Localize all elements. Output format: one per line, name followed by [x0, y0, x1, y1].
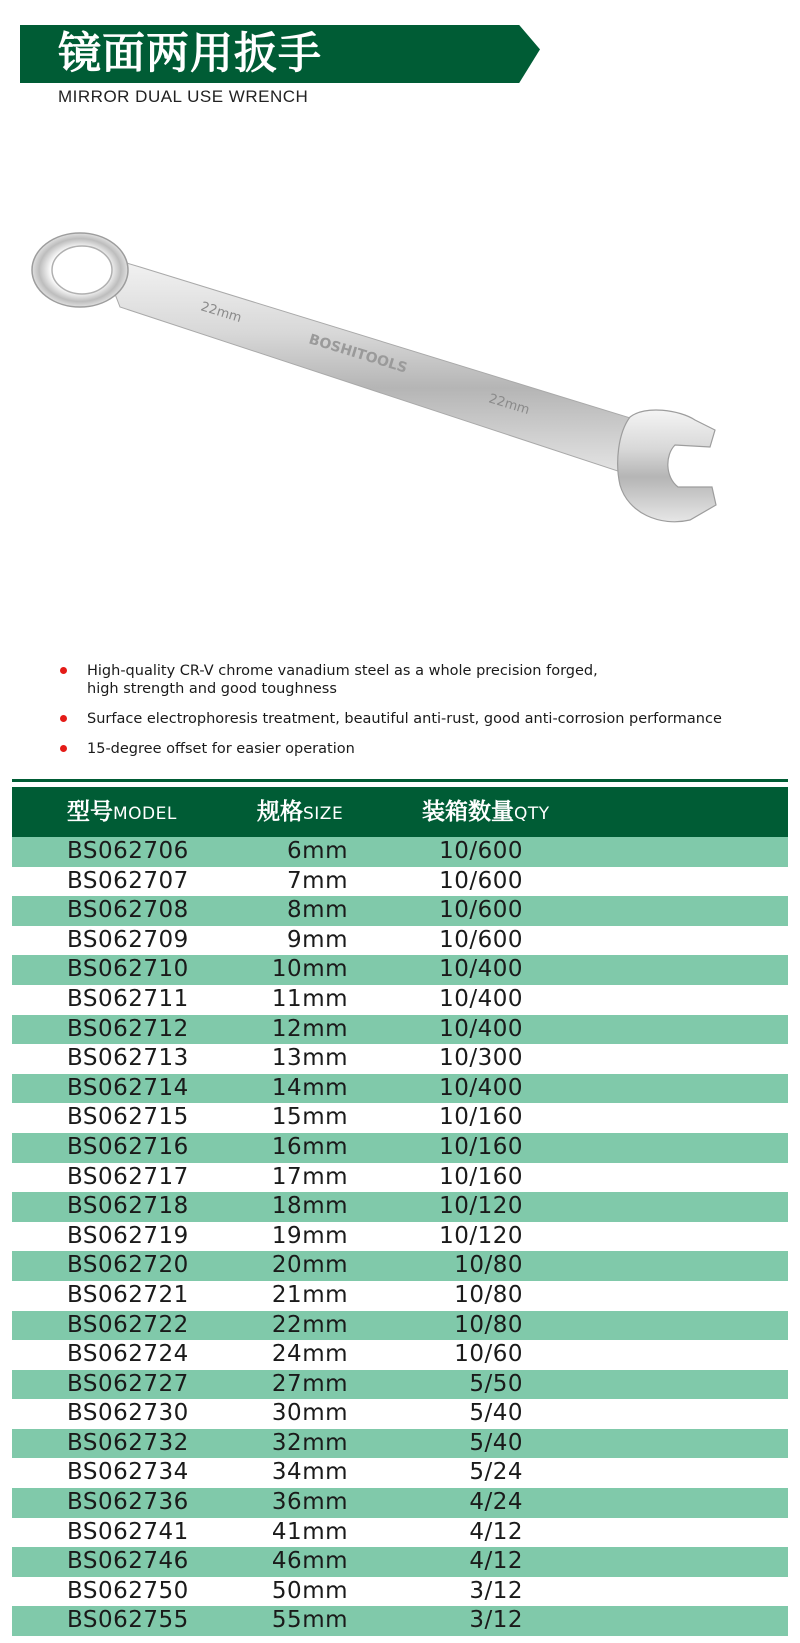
feature-item — [60, 740, 760, 758]
cell-model: BS062734 — [67, 1459, 189, 1486]
bullet-icon — [60, 745, 67, 752]
cell-size: 21mm — [271, 1281, 348, 1308]
cell-qty: 10/300 — [439, 1045, 523, 1072]
table-row — [12, 1192, 788, 1222]
cell-size: 32mm — [271, 1429, 348, 1456]
page-title: 镜面两用扳手 — [58, 29, 322, 79]
cell-size: 41mm — [271, 1518, 348, 1545]
header-qty-en: QTY — [514, 804, 550, 824]
table-row — [12, 1044, 788, 1074]
cell-qty: 3/12 — [469, 1607, 523, 1634]
cell-size: 10mm — [271, 956, 348, 983]
cell-size: 8mm — [287, 897, 348, 924]
cell-size: 24mm — [271, 1341, 348, 1368]
cell-qty: 10/600 — [439, 838, 523, 864]
wrench-stamp-brand: BOSHITOOLS — [306, 331, 409, 377]
table-row — [12, 1340, 788, 1370]
cell-qty: 10/120 — [439, 1193, 523, 1220]
cell-model: BS062741 — [67, 1518, 189, 1545]
cell-model: BS062711 — [67, 985, 189, 1012]
header-model-cn: 型号 — [67, 799, 113, 825]
cell-size: 9mm — [287, 926, 348, 953]
cell-size: 12mm — [271, 1015, 348, 1042]
feature-item — [60, 662, 760, 698]
cell-qty: 4/12 — [469, 1548, 523, 1575]
cell-size: 34mm — [271, 1459, 348, 1486]
cell-qty: 10/80 — [454, 1311, 523, 1338]
cell-model: BS062712 — [67, 1015, 189, 1042]
table-row — [12, 955, 788, 985]
cell-model: BS062714 — [67, 1074, 189, 1101]
cell-size: 6mm — [287, 838, 348, 864]
cell-qty: 5/40 — [469, 1400, 523, 1427]
cell-size: 15mm — [271, 1104, 348, 1131]
cell-size: 22mm — [271, 1311, 348, 1338]
table-row — [12, 1311, 788, 1341]
cell-size: 13mm — [271, 1045, 348, 1072]
cell-size: 17mm — [271, 1163, 348, 1190]
table-row — [12, 1133, 788, 1163]
section-divider — [12, 779, 788, 782]
table-row — [12, 1103, 788, 1133]
cell-model: BS062718 — [67, 1193, 189, 1220]
table-row — [12, 1281, 788, 1311]
cell-qty: 10/120 — [439, 1222, 523, 1249]
cell-model: BS062707 — [67, 867, 189, 894]
table-row — [12, 1222, 788, 1252]
feature-list — [60, 662, 760, 770]
header-size-cn: 规格 — [257, 799, 303, 825]
cell-size: 30mm — [271, 1400, 348, 1427]
cell-size: 50mm — [271, 1577, 348, 1604]
cell-size: 46mm — [271, 1548, 348, 1575]
header-model — [67, 787, 177, 839]
cell-qty: 3/12 — [469, 1577, 523, 1604]
cell-model: BS062732 — [67, 1429, 189, 1456]
cell-model: BS062713 — [67, 1045, 189, 1072]
header-qty-cn: 装箱数量 — [422, 799, 514, 825]
spec-table — [12, 787, 788, 1636]
cell-model: BS062750 — [67, 1577, 189, 1604]
cell-qty: 4/24 — [469, 1489, 523, 1516]
cell-model: BS062727 — [67, 1370, 189, 1397]
cell-qty: 10/80 — [454, 1281, 523, 1308]
table-row — [12, 1606, 788, 1636]
cell-size: 7mm — [287, 867, 348, 894]
cell-size: 20mm — [271, 1252, 348, 1279]
wrench-image — [30, 215, 770, 565]
table-row — [12, 1370, 788, 1400]
cell-qty: 10/600 — [439, 926, 523, 953]
cell-qty: 10/400 — [439, 956, 523, 983]
cell-qty: 10/600 — [439, 897, 523, 924]
cell-qty: 10/160 — [439, 1104, 523, 1131]
cell-qty: 10/400 — [439, 985, 523, 1012]
cell-qty: 10/400 — [439, 1015, 523, 1042]
cell-qty: 10/600 — [439, 867, 523, 894]
table-row — [12, 1488, 788, 1518]
cell-model: BS062706 — [67, 838, 189, 864]
table-row — [12, 1518, 788, 1548]
cell-model: BS062736 — [67, 1489, 189, 1516]
table-row — [12, 1015, 788, 1045]
cell-qty: 4/12 — [469, 1518, 523, 1545]
cell-model: BS062721 — [67, 1281, 189, 1308]
cell-qty: 5/50 — [469, 1370, 523, 1397]
cell-model: BS062730 — [67, 1400, 189, 1427]
cell-size: 36mm — [271, 1489, 348, 1516]
table-row — [12, 837, 788, 867]
cell-qty: 5/24 — [469, 1459, 523, 1486]
cell-model: BS062708 — [67, 897, 189, 924]
cell-qty: 10/400 — [439, 1074, 523, 1101]
cell-qty: 10/160 — [439, 1133, 523, 1160]
feature-text: High-quality CR-V chrome vanadium steel as a whole precision forged, high strength and good toughness — [87, 663, 598, 697]
table-row — [12, 1399, 788, 1429]
cell-model: BS062722 — [67, 1311, 189, 1338]
table-row — [12, 1074, 788, 1104]
table-header — [12, 787, 788, 837]
table-row — [12, 1458, 788, 1488]
page-subtitle: MIRROR DUAL USE WRENCH — [58, 87, 309, 106]
cell-size: 18mm — [271, 1193, 348, 1220]
header-size-en: SIZE — [303, 804, 344, 824]
table-row — [12, 1429, 788, 1459]
feature-item — [60, 710, 760, 728]
cell-qty: 10/60 — [454, 1341, 523, 1368]
wrench-stamp-size-2: 22mm — [486, 391, 532, 419]
cell-size: 55mm — [271, 1607, 348, 1634]
table-row — [12, 867, 788, 897]
cell-model: BS062719 — [67, 1222, 189, 1249]
cell-size: 14mm — [271, 1074, 348, 1101]
cell-model: BS062720 — [67, 1252, 189, 1279]
feature-text: Surface electrophoresis treatment, beautiful anti-rust, good anti-corrosion performance — [87, 711, 722, 727]
header-model-en: MODEL — [113, 804, 177, 824]
cell-qty: 5/40 — [469, 1429, 523, 1456]
table-row — [12, 926, 788, 956]
wrench-stamp-size-1: 22mm — [198, 299, 244, 327]
bullet-icon — [60, 715, 67, 722]
cell-model: BS062715 — [67, 1104, 189, 1131]
table-row — [12, 985, 788, 1015]
table-row — [12, 896, 788, 926]
cell-size: 16mm — [271, 1133, 348, 1160]
header-qty — [422, 787, 550, 839]
cell-model: BS062724 — [67, 1341, 189, 1368]
bullet-icon — [60, 667, 67, 674]
cell-qty: 10/160 — [439, 1163, 523, 1190]
cell-size: 19mm — [271, 1222, 348, 1249]
cell-model: BS062709 — [67, 926, 189, 953]
table-row — [12, 1163, 788, 1193]
table-body — [12, 837, 788, 1636]
cell-size: 27mm — [271, 1370, 348, 1397]
table-row — [12, 1577, 788, 1607]
cell-model: BS062717 — [67, 1163, 189, 1190]
cell-model: BS062755 — [67, 1607, 189, 1634]
cell-qty: 10/80 — [454, 1252, 523, 1279]
cell-model: BS062710 — [67, 956, 189, 983]
feature-text: 15-degree offset for easier operation — [87, 741, 355, 757]
cell-model: BS062716 — [67, 1133, 189, 1160]
table-row — [12, 1251, 788, 1281]
header-size — [257, 787, 343, 839]
cell-model: BS062746 — [67, 1548, 189, 1575]
table-row — [12, 1547, 788, 1577]
cell-size: 11mm — [271, 985, 348, 1012]
